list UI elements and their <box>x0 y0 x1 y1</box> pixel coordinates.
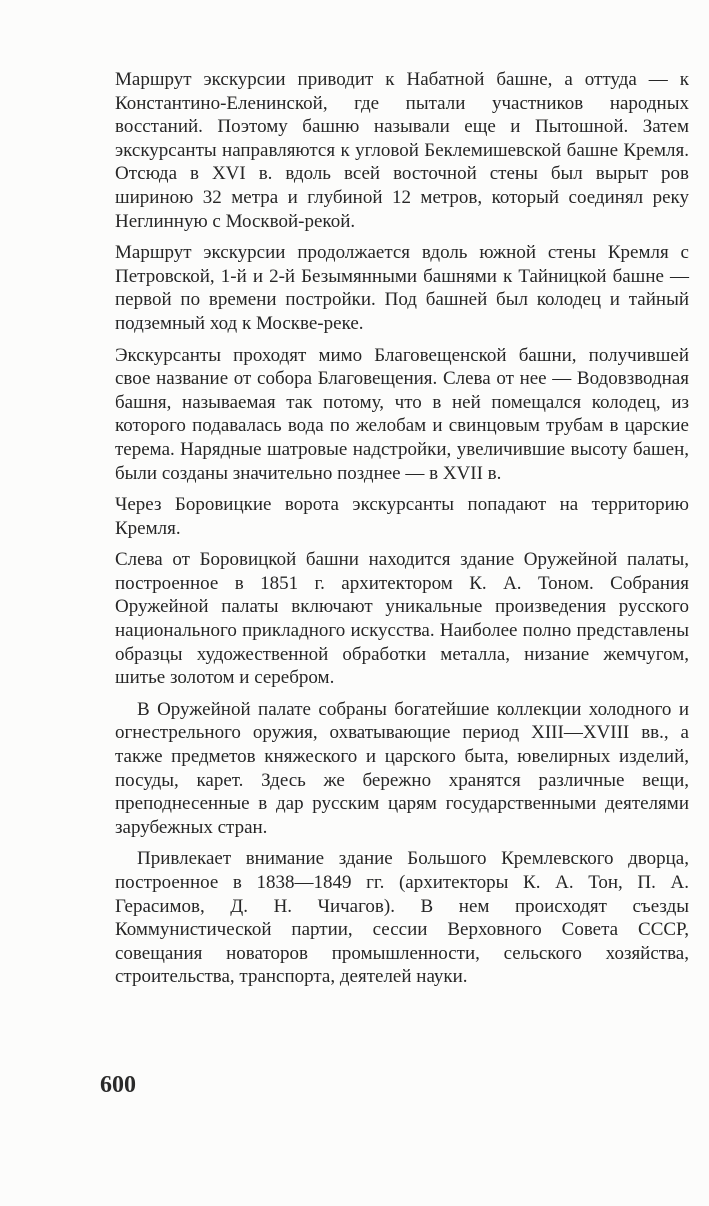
paragraph-6: В Оружейной палате собраны богатейшие коллекции холодного и огнестрельного оружия, охватывающие период XIII—XVIII вв., а также предметов княжеского и царского быта, ювелирных изделий, посуды, карет. Здесь же бережно хранятся различные вещи, преподнесенные в дар русским царям государственными деятелями зарубежных стран. <box>115 698 689 838</box>
paragraph-3: Экскурсанты проходят мимо Благовещенской башни, получившей свое название от собора Благовещения. Слева от нее — Водовзводная башня, называемая так потому, что в ней помещался колодец, из которого подавалась вода по желобам и свинцовым трубам в царские терема. Нарядные шатровые надстройки, увеличившие высоту башен, были созданы значительно позднее — в XVII в. <box>115 344 689 484</box>
paragraph-4: Через Боровицкие ворота экскурсанты попадают на территорию Кремля. <box>115 494 689 539</box>
paragraph-1: Маршрут экскурсии приводит к Набатной башне, а оттуда — к Константино-Еленинской, где пытали участников народных восстаний. Поэтому башню называли еще и Пытошной. Затем экскурсанты направляются к угловой Беклемишевской башне Кремля. Отсюда в XVI в. вдоль всей восточной стены был вырыт ров шириною 32 метра и глубиной 12 метров, который соединял реку Неглинную с Москвой-рекой. <box>115 69 689 232</box>
paragraph-7: Привлекает внимание здание Большого Кремлевского дворца, построенное в 1838—1849 гг. (архитекторы К. А. Тон, П. А. Герасимов, Д. Н. Чичагов). В нем происходят съезды Коммунистической партии, сессии Верховного Совета СССР, совещания новаторов промышленности, сельского хозяйства, строительства, транспорта, деятелей науки. <box>115 848 689 988</box>
paragraph-2: Маршрут экскурсии продолжается вдоль южной стены Кремля с Петровской, 1-й и 2-й Безымянными башнями к Тайницкой башне — первой по времени постройки. Под башней был колодец и тайный подземный ход к Москве-реке. <box>115 242 689 334</box>
paragraph-5: Слева от Боровицкой башни находится здание Оружейной палаты, построенное в 1851 г. архитектором К. А. Тоном. Собрания Оружейной палаты включают уникальные произведения русского национального прикладного искусства. Наиболее полно представлены образцы художественной обработки металла, низание жемчугом, шитье золотом и серебром. <box>115 549 689 689</box>
body-text <box>115 68 689 997</box>
page-number: 600 <box>100 1072 136 1098</box>
